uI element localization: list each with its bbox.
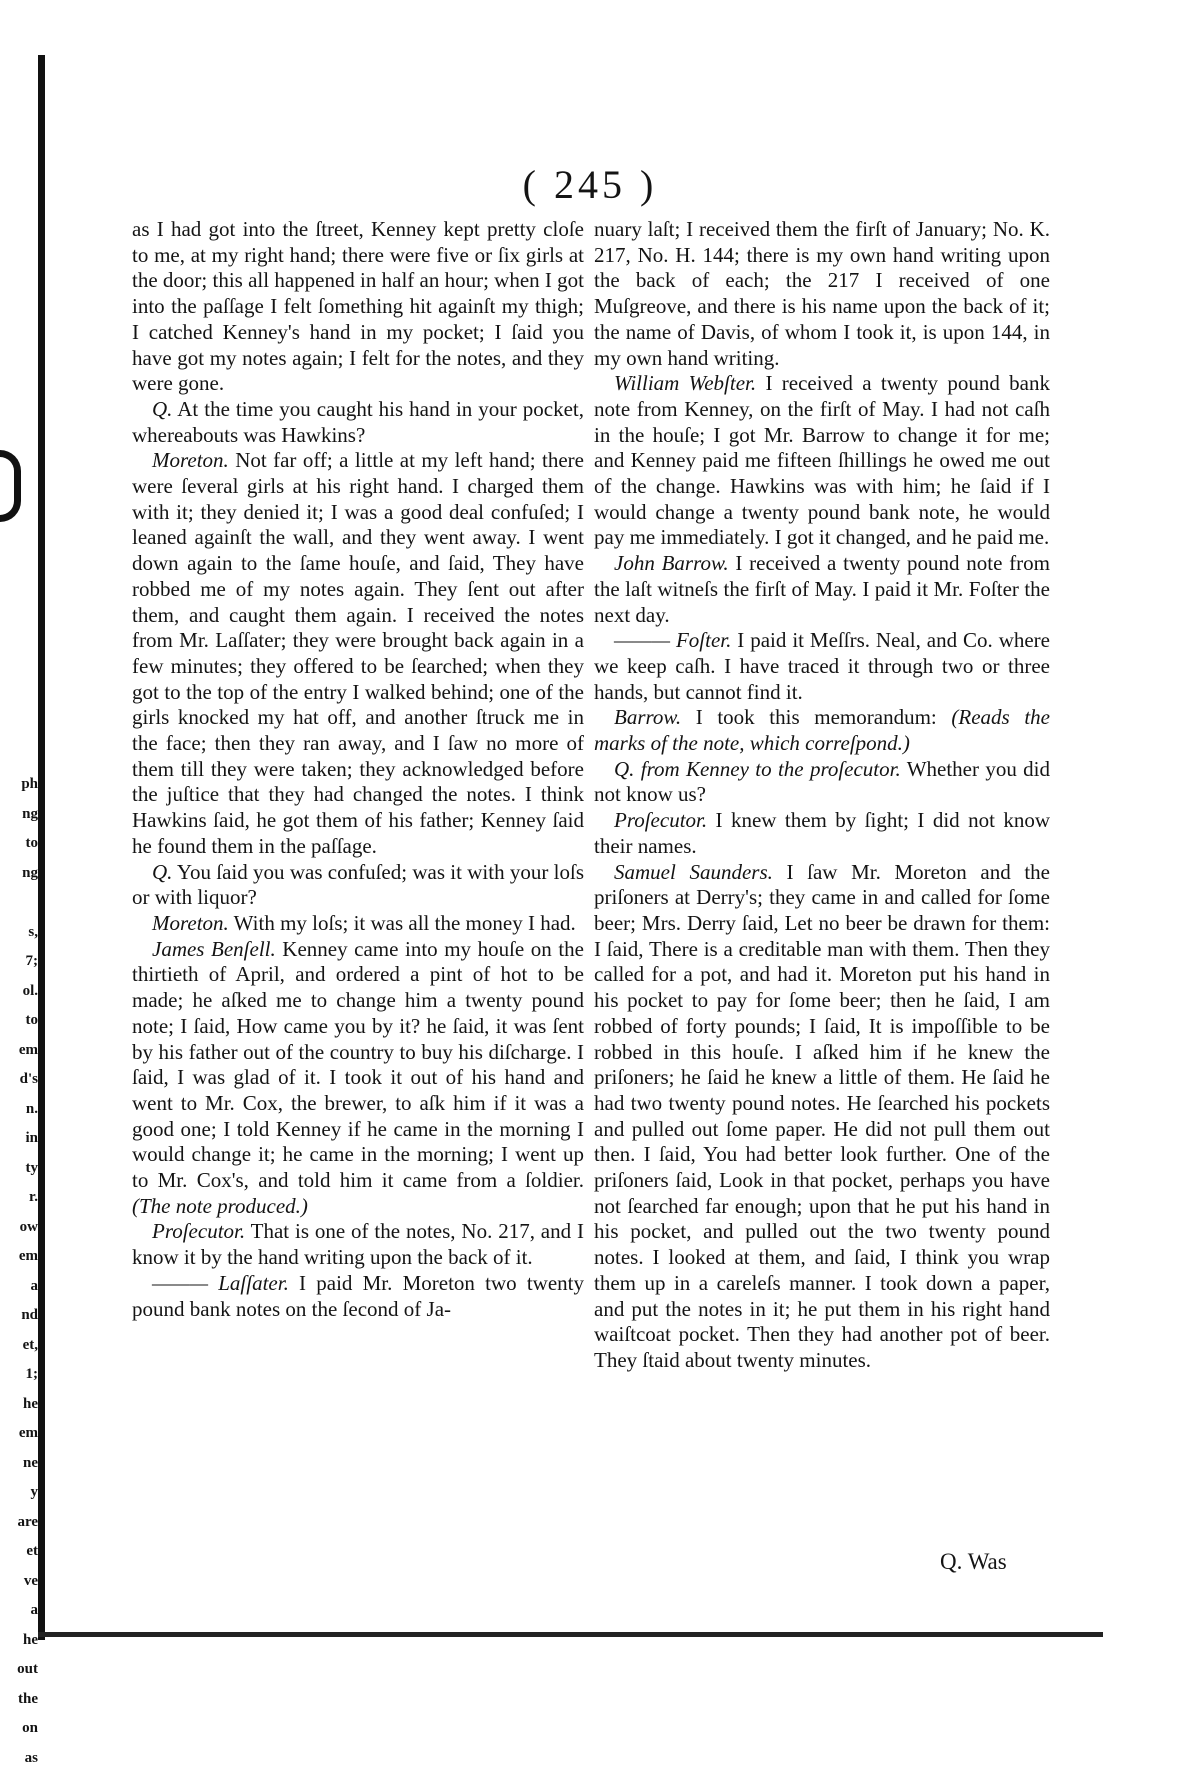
margin-fragment: ne (2, 1449, 38, 1479)
scan-border-bottom (38, 1632, 1103, 1637)
catchword: Q. Was (940, 1549, 1007, 1575)
speaker-name: William Webſter. (614, 371, 756, 395)
speaker-name: Moreton. (152, 448, 229, 472)
speaker-name: ——— Foſter. (614, 628, 731, 652)
paragraph (594, 217, 1050, 371)
paragraph (132, 937, 584, 1220)
margin-fragment: ve (2, 1567, 38, 1597)
paragraph-text: I took this memorandum: (681, 705, 951, 729)
adjacent-page-fragments (2, 770, 38, 1773)
margin-fragment: nd (2, 1301, 38, 1331)
margin-fragment: out (2, 1655, 38, 1685)
paragraph (594, 757, 1050, 808)
margin-fragment: et, (2, 1331, 38, 1361)
margin-fragment: ng (2, 800, 38, 830)
stage-direction: (The note produced.) (132, 1194, 308, 1218)
paragraph-text: Kenney came into my houſe on the thirtieth of April, and ordered a pint of hot to be made; he aſked me to change him a twenty pound note; I ſaid, How came you by it? he ſaid, it was ſent by his father out of the country to buy his diſcharge. I ſaid, I was glad of it. I took it out of his hand and went to Mr. Cox, the brewer, to aſk him if it was a good one; I told Kenney if he came in the morning I would change it; he came in the morning; I went up to Mr. Cox's, and told him it came from a ſoldier. (132, 937, 584, 1192)
paragraph-text: Not far off; a little at my left hand; there were ſeveral girls at his right hand. I charged them with it; they denied it; I was a good deal confuſed; I leaned againſt the wall, and they went away. I went down again to the ſame houſe, and ſaid, They have robbed me of my notes again. They ſent out after them, and caught them again. I received the notes from Mr. Laſſater; they were brought back again in a few minutes; they offered to be ſearched; when they got to the top of the entry I walked behind; one of the girls knocked my hat off, and another ſtruck me in the face; then they ran away, and I ſaw no more of them till they were taken; they acknowledged before the juſtice that they had changed the notes. I think Hawkins ſaid, he got them of his father; Kenney ſaid he found them in the paſſage. (132, 448, 584, 858)
speaker-name: ——— Laſſater. (152, 1271, 289, 1295)
paragraph (594, 860, 1050, 1374)
margin-fragment: ph (2, 770, 38, 800)
paragraph-text: You ſaid you was confuſed; was it with your loſs or with liquor? (132, 860, 584, 910)
paragraph-text: nuary laſt; I received them the firſt of January; No. K. 217, No. H. 144; there is my own hand writing upon the back of each; the 217 I received of one Muſgreove, and there is his name upon the back of it; the name of Davis, of whom I took it, is upon 144, in my own hand writing. (594, 217, 1050, 370)
paragraph (132, 1271, 584, 1322)
paragraph-text: At the time you caught his hand in your pocket, whereabouts was Hawkins? (132, 397, 584, 447)
paragraph-text: I received a twenty pound note from the laſt witneſs the firſt of May. I paid it Mr. Foſter the next day. (594, 551, 1050, 626)
margin-fragment (2, 888, 38, 918)
speaker-name: Samuel Saunders. (614, 860, 773, 884)
speaker-name: Q. from Kenney to the proſecutor. (614, 757, 901, 781)
margin-fragment: 1; (2, 1360, 38, 1390)
paragraph-text: With my loſs; it was all the money I had. (229, 911, 576, 935)
margin-fragment: s, (2, 918, 38, 948)
paragraph (594, 705, 1050, 756)
paragraph (132, 217, 584, 397)
stage-direction: (Reads the marks of the note, which correſpond.) (594, 705, 1050, 755)
margin-fragment: a (2, 1272, 38, 1302)
paragraph (132, 448, 584, 859)
speaker-name: Moreton. (152, 911, 229, 935)
margin-fragment: a (2, 1596, 38, 1626)
margin-fragment: et (2, 1537, 38, 1567)
margin-fragment: the (2, 1685, 38, 1715)
bleed-through-mark (0, 450, 21, 522)
paragraph-text: That is one of the notes, No. 217, and I know it by the hand writing upon the back of it. (132, 1219, 584, 1269)
margin-fragment: r. (2, 1183, 38, 1213)
scan-border-left (38, 55, 45, 1640)
margin-fragment: to (2, 829, 38, 859)
paragraph (594, 551, 1050, 628)
margin-fragment: em (2, 1419, 38, 1449)
speaker-name: James Benſell. (152, 937, 276, 961)
margin-fragment: em (2, 1036, 38, 1066)
margin-fragment: as (2, 1744, 38, 1773)
paragraph (132, 860, 584, 911)
margin-fragment: he (2, 1390, 38, 1420)
margin-fragment: n. (2, 1095, 38, 1125)
page-number: ( 245 ) (470, 160, 710, 210)
margin-fragment: d's (2, 1065, 38, 1095)
margin-fragment: on (2, 1714, 38, 1744)
speaker-name: Q. (152, 860, 172, 884)
paragraph (594, 371, 1050, 551)
speaker-name: Q. (152, 397, 172, 421)
margin-fragment: in (2, 1124, 38, 1154)
margin-fragment: em (2, 1242, 38, 1272)
margin-fragment: are (2, 1508, 38, 1538)
paragraph-text: as I had got into the ſtreet, Kenney kept pretty cloſe to me, at my right hand; there were five or ſix girls at the door; this all happened in half an hour; when I got into the paſſage I felt ſomething hit againſt my thigh; I catched Kenney's hand in my pocket; I ſaid you have got my notes again; I felt for the notes, and they were gone. (132, 217, 584, 395)
paragraph-text: I knew them by ſight; I did not know their names. (594, 808, 1050, 858)
paragraph (132, 911, 584, 937)
paragraph-text: I paid it Meſſrs. Neal, and Co. where we keep caſh. I have traced it through two or three hands, but cannot find it. (594, 628, 1050, 703)
margin-fragment: ol. (2, 977, 38, 1007)
margin-fragment: to (2, 1006, 38, 1036)
margin-fragment: ng (2, 859, 38, 889)
margin-fragment: ty (2, 1154, 38, 1184)
margin-fragment: ow (2, 1213, 38, 1243)
right-column (594, 217, 1050, 1374)
paragraph (594, 808, 1050, 859)
margin-fragment: he (2, 1626, 38, 1656)
paragraph-text: Whether you did not know us? (594, 757, 1050, 807)
paragraph (594, 628, 1050, 705)
paragraph-text: I ſaw Mr. Moreton and the priſoners at Derry's; they came in and called for ſome beer; Mrs. Derry ſaid, Let no beer be drawn for them: I ſaid, There is a creditable man with them. Then they called for a pot, and had it. Moreton put his hand in his pocket to pay for ſome beer; then he ſaid, I am robbed of forty pounds; I ſaid, It is impoſſible to be robbed in this houſe. I aſked him if he knew the priſoners; he ſaid he knew a little of them. He ſaid he had two twenty pound notes. He ſearched his pockets and pulled out ſome paper. He did not pull them out then. I ſaid, You had better look further. One of the priſoners ſaid, Look in that pocket, perhaps you have not ſearched far enough; upon that he put his hand in his pocket, and pulled out the two twenty pound notes. I looked at them, and ſaid, I think you wrap them up in a careleſs manner. I took down a paper, and put the notes in it; he put them in his right hand waiſtcoat pocket. Then they had another pot of beer. They ſtaid about twenty minutes. (594, 860, 1050, 1372)
paragraph-text: I received a twenty pound bank note from Kenney, on the firſt of May. I had not caſh in the houſe; I got Mr. Barrow to change it for me; and Kenney paid me fifteen ſhillings he owed me out of the change. Hawkins was with him; he ſaid if I would change a twenty pound bank note, he would pay me immediately. I got it changed, and he paid me. (594, 371, 1050, 549)
paragraph (132, 1219, 584, 1270)
speaker-name: Barrow. (614, 705, 681, 729)
margin-fragment: y (2, 1478, 38, 1508)
speaker-name: John Barrow. (614, 551, 729, 575)
left-column (132, 217, 584, 1322)
speaker-name: Proſecutor. (614, 808, 707, 832)
paragraph-text: I paid Mr. Moreton two twenty pound bank notes on the ſecond of Ja- (132, 1271, 584, 1321)
speaker-name: Proſecutor. (152, 1219, 245, 1243)
paragraph (132, 397, 584, 448)
margin-fragment: 7; (2, 947, 38, 977)
